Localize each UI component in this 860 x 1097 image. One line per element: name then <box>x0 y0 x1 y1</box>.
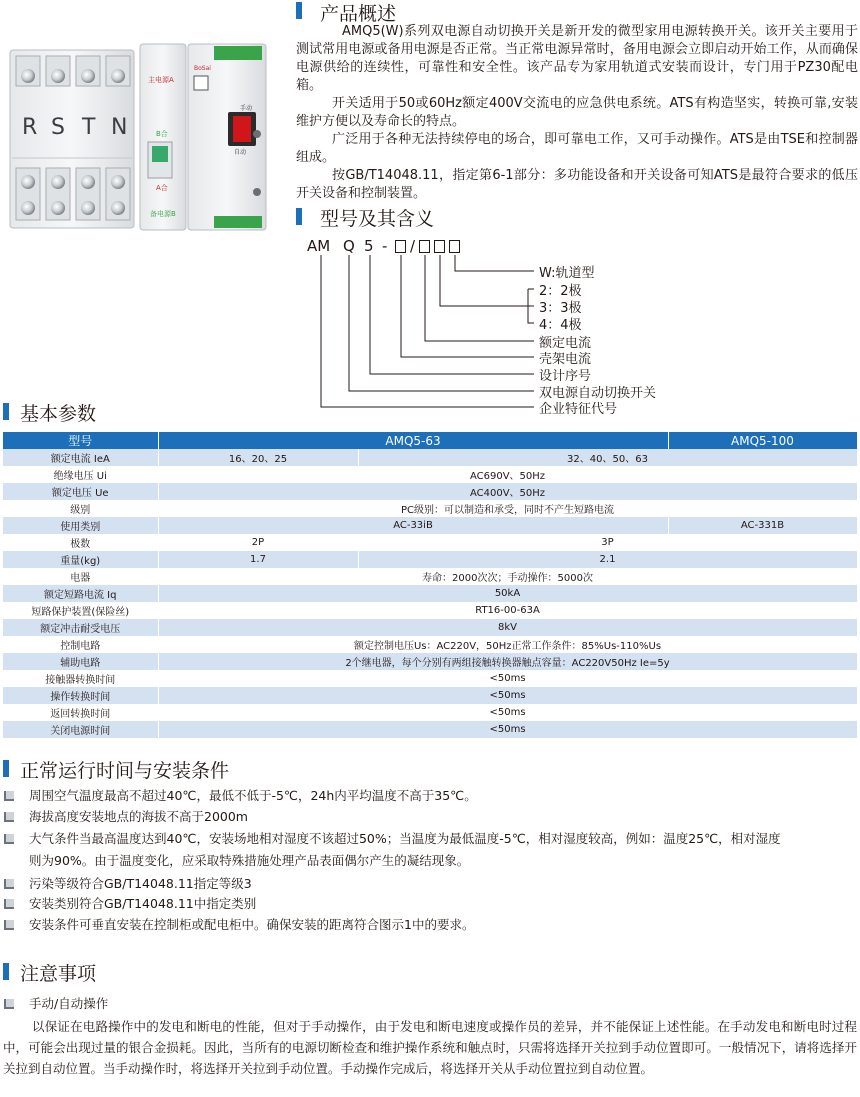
list-item-text: 污染等级符合GB/T14048.11指定等级3 <box>29 876 252 891</box>
section-title-conditions: 正常运行时间与安装条件 <box>20 760 230 782</box>
table-cell: 2P <box>158 534 358 551</box>
auto-label: 自动 <box>234 149 247 156</box>
table-row <box>3 551 857 568</box>
section-marker <box>3 963 9 980</box>
table-cell: 8kV <box>158 619 857 636</box>
model-leader-lines <box>0 0 860 420</box>
list-item-text: 大气条件当最高温度达到40℃，安装场地相对湿度不该超过50%；当温度为最低温度-5℃，相对湿度较高，例如：温度25℃，相对湿度 <box>29 831 781 846</box>
table-row <box>3 721 857 738</box>
list-item-continued <box>0 851 860 871</box>
pole-label: S <box>51 115 65 140</box>
list-item-text: 安装类别符合GB/T14048.11中指定类别 <box>29 896 257 911</box>
row-label: 返回转换时间 <box>3 704 158 721</box>
table-cell: AC-331B <box>668 517 857 534</box>
row-label: 额定短路电流 Iq <box>3 585 158 602</box>
pole-label: T <box>82 115 96 140</box>
row-label: 绝缘电压 Ui <box>3 466 158 483</box>
row-label: 控制电路 <box>3 636 158 653</box>
table-cell: 3P <box>358 534 857 551</box>
row-label: 短路保护装置(保险丝) <box>3 602 158 619</box>
table-cell: <50ms <box>158 721 857 738</box>
table-row <box>3 670 857 687</box>
arrow-down-label: A合 <box>156 184 168 192</box>
header-model: 型号 <box>3 432 158 449</box>
model-code-q: Q <box>343 237 355 255</box>
list-item <box>0 874 860 894</box>
model-label-4p: 4：4极 <box>539 318 582 333</box>
overview-paragraph: AMQ5(W)系列双电源自动切换开关是新开发的微型家用电源转换开关。该开关主要用于测试常用电源或备用电源是否正常。当正常电源异常时，备用电源会立即启动开始工作，从而确保电源供给的连续性，可靠性和安全性。该产品专为家用轨道式安装而设计，专门用于PZ30配电箱。 <box>296 24 858 93</box>
model-label-design-no: 设计序号 <box>539 369 592 384</box>
list-item <box>0 829 860 849</box>
row-label: 额定冲击耐受电压 <box>3 619 158 636</box>
row-label: 操作转换时间 <box>3 687 158 704</box>
list-item <box>0 786 860 806</box>
table-cell: <50ms <box>158 670 857 687</box>
row-label: 关闭电源时间 <box>3 721 158 738</box>
model-label-w: W:轨道型 <box>539 266 595 281</box>
model-label-enterprise: 企业特征代号 <box>539 402 618 417</box>
overview-paragraph: 开关适用于50或60Hz额定400V交流电的应急供电系统。ATS有构造坚实，转换可靠,安装维护方便以及寿命长的特点。 <box>296 96 858 129</box>
table-header <box>3 432 857 449</box>
row-label: 电器 <box>3 568 158 585</box>
list-item-text: 安装条件可垂直安装在控制柜或配电柜中。确保安装的距离符合图示1中的要求。 <box>29 917 475 932</box>
overview-paragraph: 按GB/T14048.11，指定第6-1部分：多功能设备和开关设备可知ATS是最符合要求的低压开关设备和控制装置。 <box>296 168 858 201</box>
table-cell: 32、40、50、63 <box>358 449 857 466</box>
section-marker <box>3 403 9 420</box>
table-cell: 50kA <box>158 585 857 602</box>
model-label-frame-current: 壳架电流 <box>539 352 592 367</box>
table-cell: <50ms <box>158 704 857 721</box>
table-cell: AC-33iB <box>158 517 668 534</box>
table-row <box>3 636 857 653</box>
model-label-2p: 2：2极 <box>539 284 582 299</box>
table-row <box>3 534 857 551</box>
table-cell: 1.7 <box>158 551 358 568</box>
table-cell: 2.1 <box>358 551 857 568</box>
notes-paragraph: 以保证在电路操作中的发电和断电的性能，但对于手动操作，由于发电和断电速度或操作员的差异，并不能保证上述性能。在手动发电和断电时过程中，可能会出现过量的银合金损耗。因此，当所有的电源切断检查和维护操作系统和触点时，只需将选择开关拉到手动位置即可。一般情况下，请将选择开关拉到自动位置。当手动操作时，将选择开关拉到手动位置。手动操作完成后，将选择开关从手动位置拉到自动位置。 <box>3 1019 857 1076</box>
table-row <box>3 619 857 636</box>
params-table <box>3 432 858 738</box>
manual-label: 手动 <box>240 105 253 112</box>
table-cell: RT16-00-63A <box>158 602 857 619</box>
pole-label: N <box>111 115 128 140</box>
brand-label: BoSai <box>194 65 211 72</box>
table-cell: AC690V、50Hz <box>158 466 857 483</box>
list-item <box>0 894 860 914</box>
table-cell: PC级别：可以制造和承受，同时不产生短路电流 <box>158 500 857 517</box>
list-item-text: 手动/自动操作 <box>29 996 109 1011</box>
pole-label: R <box>22 115 38 140</box>
bullet-square-icon <box>4 899 14 909</box>
table-row <box>3 585 857 602</box>
list-item <box>0 994 860 1014</box>
list-item-text: 则为90%。由于温度变化，应采取特殊措施处理产品表面偶尔产生的凝结现象。 <box>29 853 470 868</box>
table-row <box>3 517 857 534</box>
list-item-text: 海拔高度安装地点的海拔不高于2000m <box>29 809 248 824</box>
model-code-dash: - <box>382 237 388 255</box>
header-amq5-63: AMQ5-63 <box>158 432 668 449</box>
row-label: 辅助电路 <box>3 653 158 670</box>
table-row <box>3 687 857 704</box>
model-label-rated-current: 额定电流 <box>539 336 592 351</box>
table-cell: <50ms <box>158 687 857 704</box>
backup-source-label: 备电源B <box>150 210 176 218</box>
table-row <box>3 653 857 670</box>
table-row <box>3 568 857 585</box>
model-code-5: 5 <box>364 237 374 255</box>
model-label-dual-power: 双电源自动切换开关 <box>539 386 657 401</box>
model-code-am: AM <box>307 237 331 255</box>
table-cell: AC400V、50Hz <box>158 483 857 500</box>
section-marker <box>3 760 9 777</box>
table-row <box>3 704 857 721</box>
table-body <box>3 449 857 738</box>
table-cell: 额定控制电压Us：AC220V，50Hz正常工作条件：85%Us-110%Us <box>158 636 857 653</box>
table-cell: 寿命：2000次次；手动操作：5000次 <box>158 568 857 585</box>
bullet-square-icon <box>4 920 14 930</box>
section-title-notes: 注意事项 <box>20 963 97 985</box>
section-title-overview: 产品概述 <box>320 3 397 25</box>
table-cell: 16、20、25 <box>158 449 358 466</box>
row-label: 额定电压 Ue <box>3 483 158 500</box>
row-label: 接触器转换时间 <box>3 670 158 687</box>
table-row <box>3 602 857 619</box>
bullet-square-icon <box>4 879 14 889</box>
table-row <box>3 449 857 466</box>
header-amq5-100: AMQ5-100 <box>668 432 857 449</box>
overview-paragraph: 广泛用于各种无法持续停电的场合，即可靠电工作，又可手动操作。ATS是由TSE和控制器组成。 <box>296 132 858 165</box>
bullet-square-icon <box>4 834 14 844</box>
table-row <box>3 483 857 500</box>
row-label: 极数 <box>3 534 158 551</box>
model-code-slash: / <box>410 237 416 255</box>
list-item <box>0 915 860 935</box>
model-label-3p: 3：3极 <box>539 301 582 316</box>
bullet-square-icon <box>4 791 14 801</box>
section-title-model: 型号及其含义 <box>320 208 435 230</box>
section-title-params: 基本参数 <box>20 403 97 425</box>
table-row <box>3 500 857 517</box>
list-item <box>0 807 860 827</box>
bullet-square-icon <box>4 999 14 1009</box>
bullet-square-icon <box>4 812 14 822</box>
arrow-up-label: B合 <box>156 130 168 138</box>
row-label: 使用类别 <box>3 517 158 534</box>
table-cell: 2个继电器，每个分别有两组接触转换器触点容量：AC220V50Hz Ie=5y <box>158 653 857 670</box>
main-source-label: 主电源A <box>148 76 174 84</box>
table-row <box>3 466 857 483</box>
row-label: 额定电流 IeA <box>3 449 158 466</box>
row-label: 级别 <box>3 500 158 517</box>
list-item-text: 周围空气温度最高不超过40℃，最低不低于-5℃，24h内平均温度不高于35℃。 <box>29 788 477 803</box>
row-label: 重量(kg) <box>3 551 158 568</box>
